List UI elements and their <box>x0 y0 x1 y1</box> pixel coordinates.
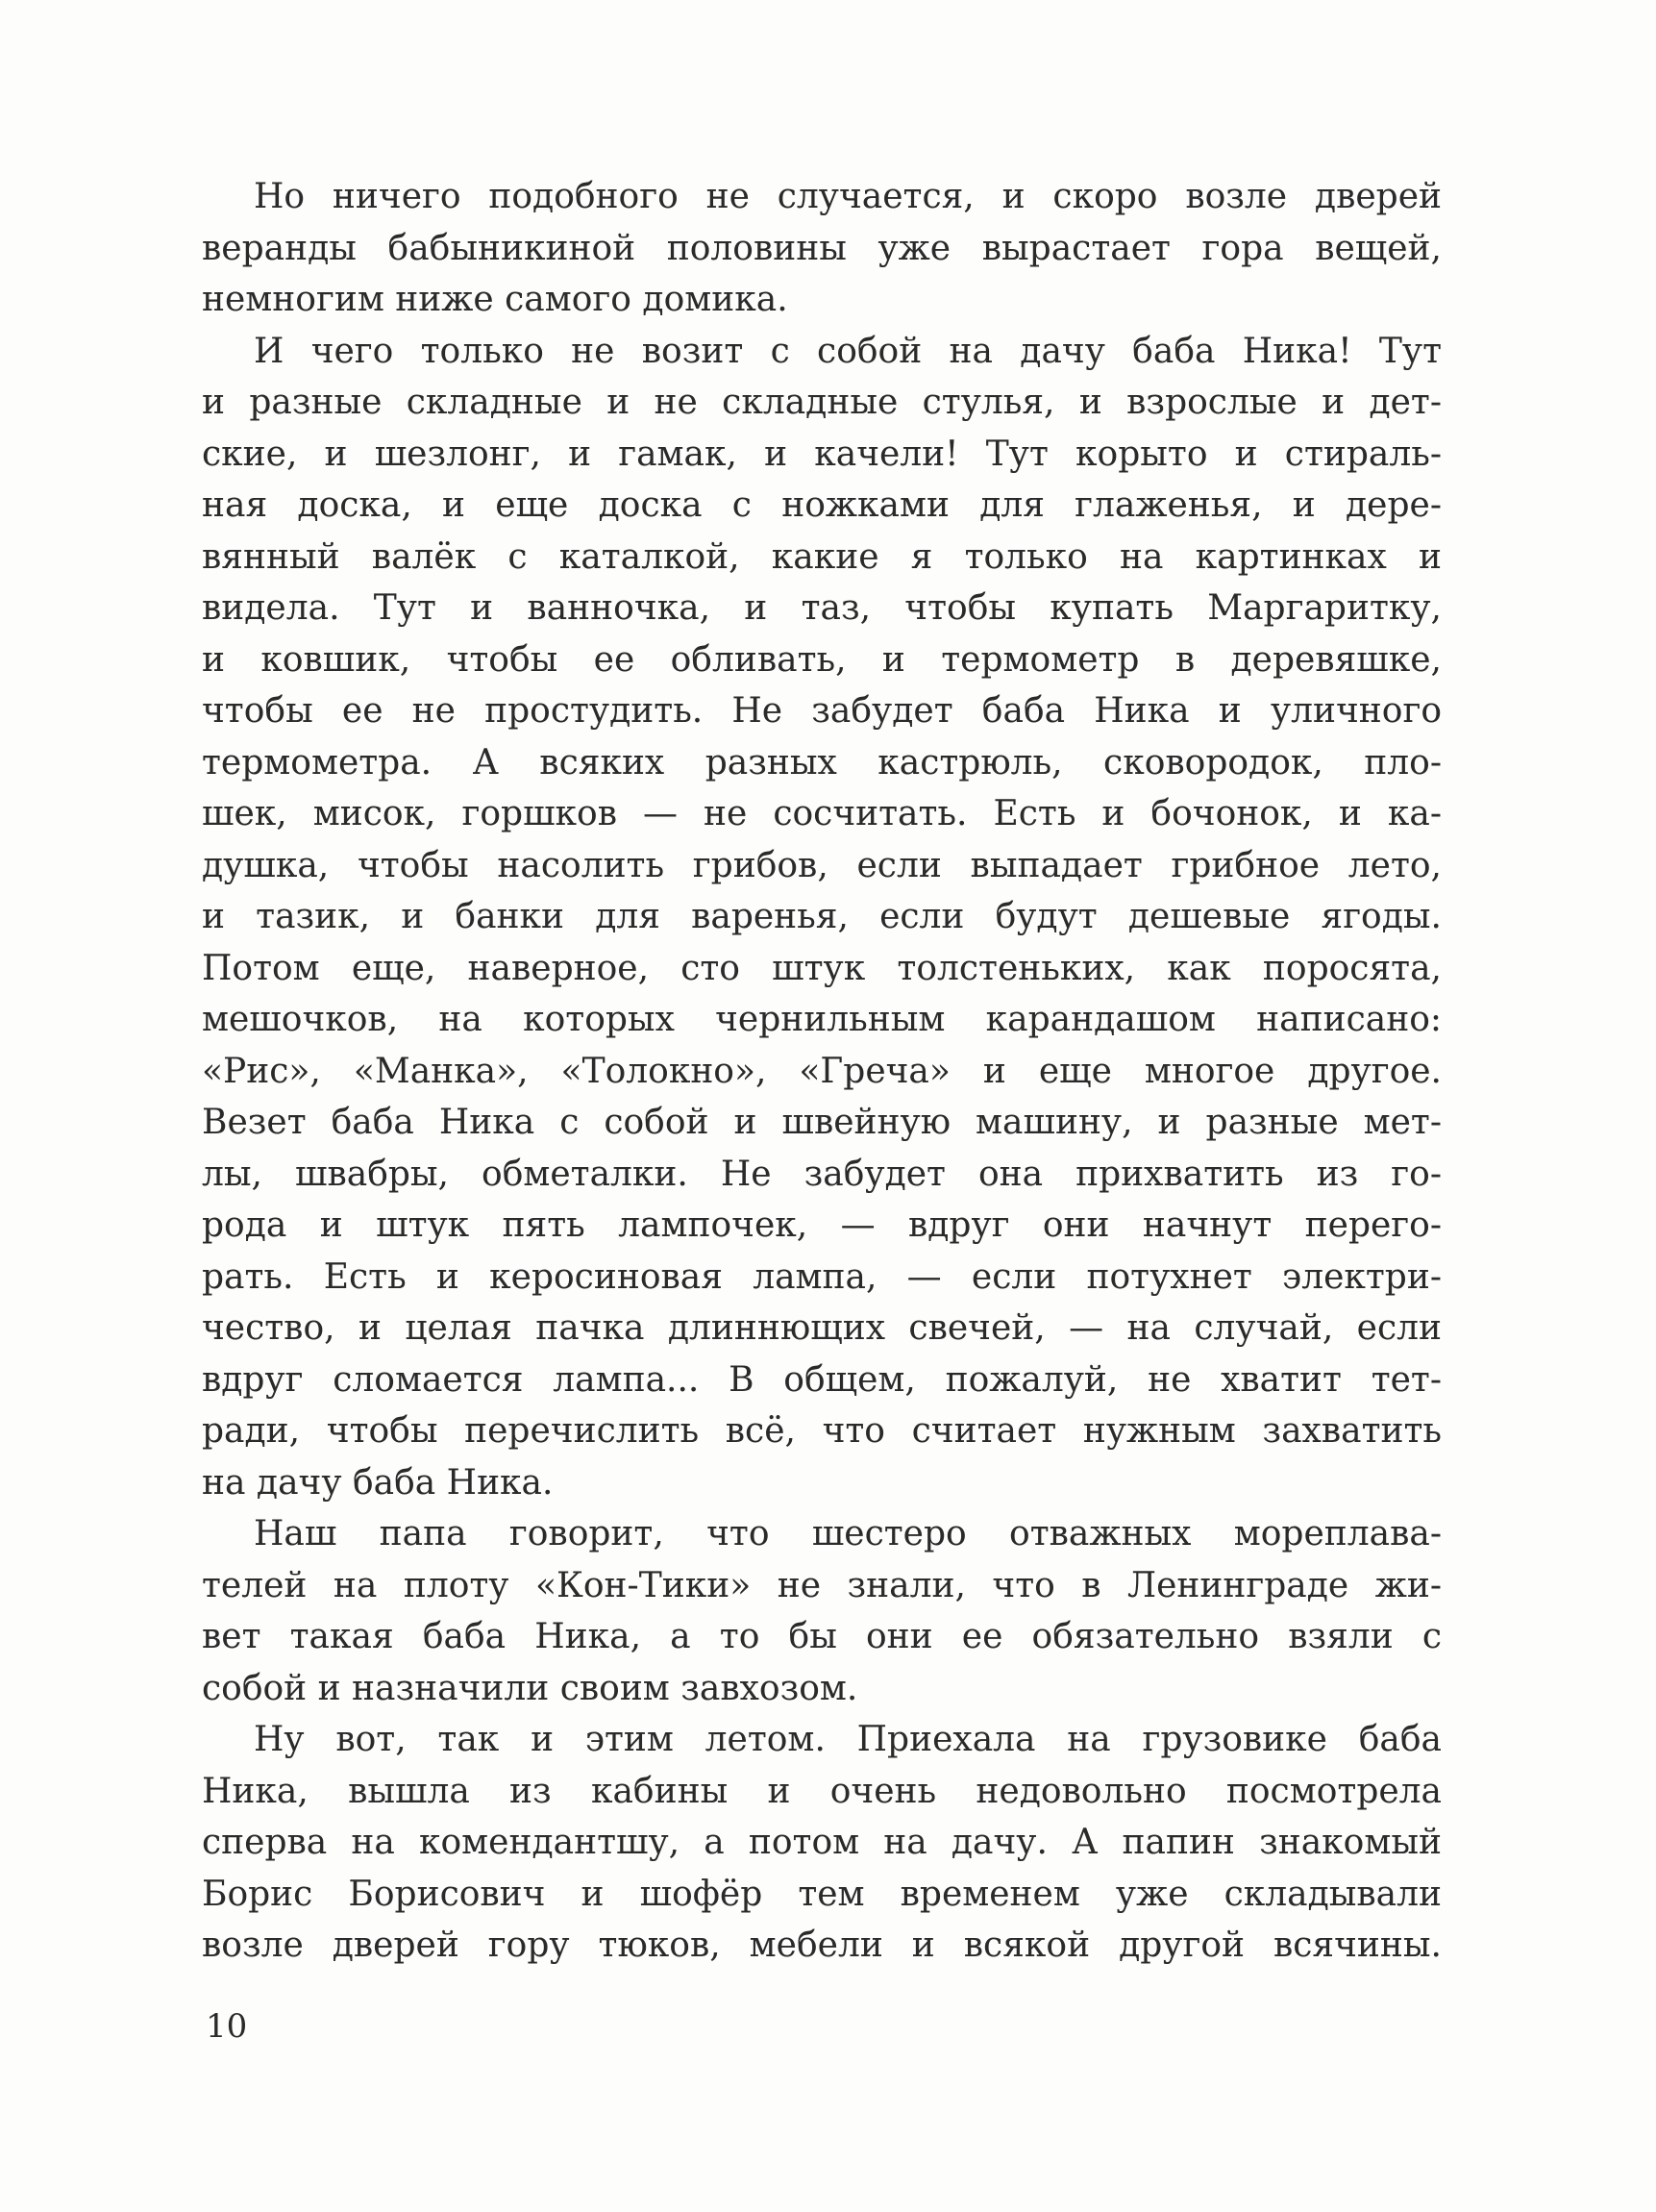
text-line: сперва на комендантшу, а потом на дачу. А папин знакомый <box>202 1823 1442 1862</box>
text-line: Но ничего подобного не случается, и скоро возле дверей <box>254 177 1442 216</box>
text-line: ради, чтобы перечислить всё, что считает нужным захватить <box>202 1411 1442 1451</box>
text-line: душка, чтобы насолить грибов, если выпадает грибное лето, <box>202 845 1442 885</box>
text-line: вдруг сломается лампа... В общем, пожалуй, не хватит тет- <box>202 1359 1442 1400</box>
body-text <box>202 171 1442 1972</box>
text-line: ная доска, и еще доска с ножками для глаженья, и дере- <box>202 485 1442 525</box>
text-line: и ковшик, чтобы ее обливать, и термометр в деревяшке, <box>202 639 1442 680</box>
text-line: Наш папа говорит, что шестеро отважных мореплава- <box>254 1514 1442 1553</box>
text-line: лы, швабры, обметалки. Не забудет она прихватить из го- <box>202 1154 1442 1194</box>
text-line: собой и назначили своим завхозом. <box>202 1668 858 1708</box>
text-line: рода и штук пять лампочек, — вдруг они начнут перего- <box>202 1205 1442 1245</box>
paragraph <box>202 1508 1442 1714</box>
text-line: чество, и целая пачка длиннющих свечей, — на случай, если <box>202 1308 1442 1348</box>
page-number: 10 <box>206 2007 248 2046</box>
text-line: Везет баба Ника с собой и швейную машину, и разные мет- <box>202 1103 1442 1142</box>
paragraph <box>202 171 1442 326</box>
text-line: Ну вот, так и этим летом. Приехала на грузовике баба <box>254 1720 1442 1759</box>
text-line: на дачу баба Ника. <box>202 1462 554 1503</box>
text-line: Борис Борисович и шофёр тем временем уже складывали <box>202 1874 1442 1914</box>
text-line: и разные складные и не складные стулья, и взрослые и дет- <box>202 383 1442 422</box>
text-line: ские, и шезлонг, и гамак, и качели! Тут корыто и стираль- <box>202 434 1442 474</box>
text-line: веранды бабыникиной половины уже вырастает гора вещей, <box>202 228 1442 268</box>
text-line: чтобы ее не простудить. Не забудет баба Ника и уличного <box>202 691 1442 731</box>
text-line: вет такая баба Ника, а то бы они ее обязательно взяли с <box>202 1617 1442 1656</box>
text-line: немногим ниже самого домика. <box>202 280 788 319</box>
text-line: возле дверей гору тюков, мебели и всякой другой всячины. <box>202 1926 1442 1965</box>
text-line: видела. Тут и ванночка, и таз, чтобы купать Маргаритку, <box>202 588 1442 628</box>
text-line: и тазик, и банки для варенья, если будут дешевые ягоды. <box>202 897 1442 936</box>
text-line: шек, мисок, горшков — не сосчитать. Есть и бочонок, и ка- <box>202 794 1442 833</box>
text-line: рать. Есть и керосиновая лампа, — если потухнет электри- <box>202 1256 1442 1297</box>
paragraph <box>202 326 1442 1509</box>
text-line: мешочков, на которых чернильным карандашом написано: <box>202 1000 1442 1039</box>
text-line: телей на плоту «Кон-Тики» не знали, что в Ленинграде жи- <box>202 1565 1442 1605</box>
text-line: Ника, вышла из кабины и очень недовольно посмотрела <box>202 1771 1442 1811</box>
text-line: И чего только не возит с собой на дачу баба Ника! Тут <box>254 331 1442 371</box>
paragraph <box>202 1714 1442 1972</box>
text-line: термометра. А всяких разных кастрюль, сковородок, пло- <box>202 742 1442 783</box>
text-line: вянный валёк с каталкой, какие я только на картинках и <box>202 536 1442 577</box>
text-line: Потом еще, наверное, сто штук толстеньких, как поросята, <box>202 948 1442 988</box>
text-line: «Рис», «Манка», «Толокно», «Греча» и еще многое другое. <box>202 1051 1442 1091</box>
